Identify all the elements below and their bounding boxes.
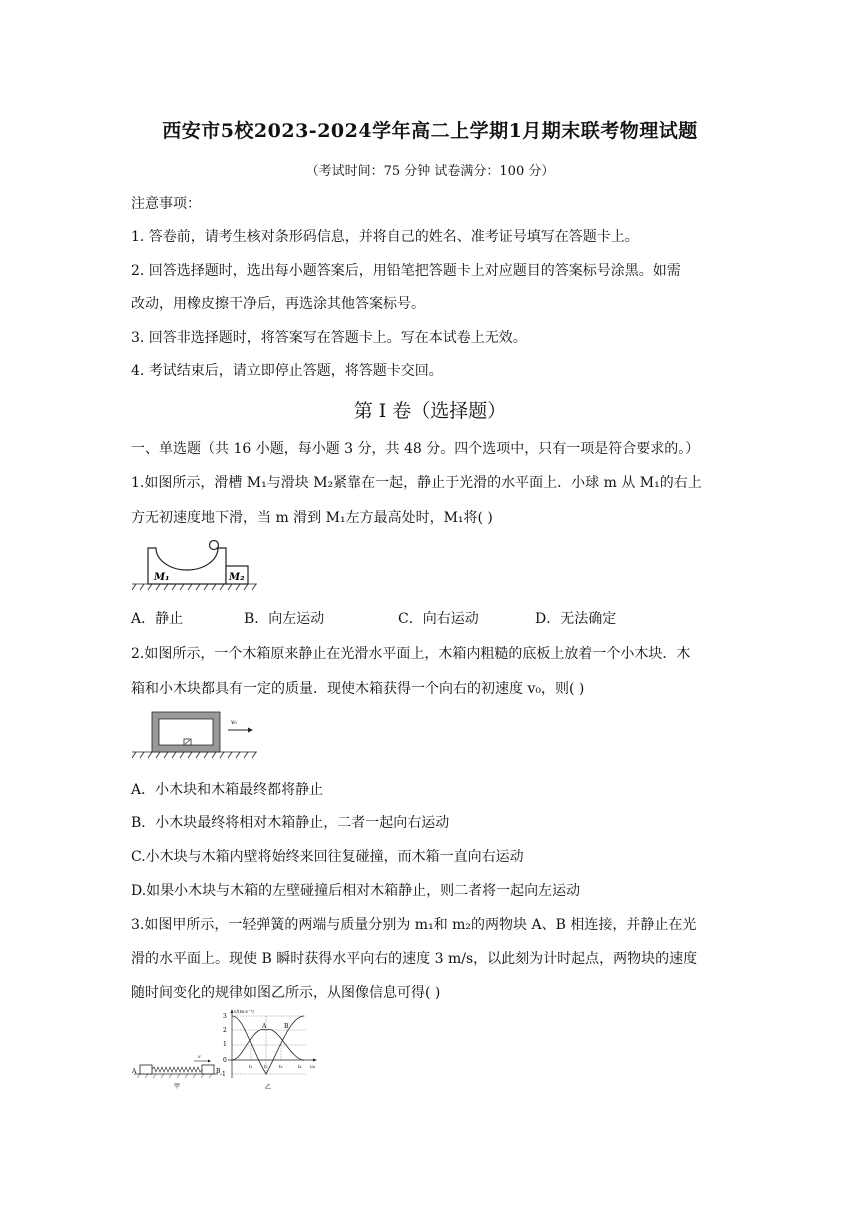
x-axis-label: t/s <box>310 1064 316 1069</box>
caption-yi: 乙 <box>265 1084 272 1091</box>
x-tick-t2: t₂ <box>264 1065 268 1070</box>
ball-m <box>210 541 219 550</box>
x-tick-t1: t₁ <box>249 1065 253 1070</box>
y-tick-0: 0 <box>223 1057 227 1064</box>
caption-jia: 甲 <box>174 1083 181 1090</box>
q2-option-b[interactable]: B．小木块最终将相对木箱静止，二者一起向右运动 <box>131 815 450 831</box>
page-title: 西安市5校2023-2024学年高二上学期1月期末联考物理试题 <box>162 120 698 142</box>
guide-lines <box>232 1016 306 1074</box>
q1-stem-line1: 1.如图所示，滑槽 M₁与滑块 M₂紧靠在一起，静止于光滑的水平面上．小球 m 从 M₁的右上 <box>131 475 702 491</box>
label-v0: v₀ <box>231 719 237 726</box>
q2-option-c[interactable]: C.小木块与木箱内壁将始终来回往复碰撞，而木箱一直向右运动 <box>131 849 524 865</box>
notice-heading: 注意事项： <box>131 196 201 212</box>
notice-item-3: 3. 回答非选择题时，将答案写在答题卡上。写在本试卷上无效。 <box>131 330 527 346</box>
x-tick-t4: t₄ <box>298 1065 302 1070</box>
ground-hatching <box>132 752 257 758</box>
block-a <box>140 1065 152 1074</box>
notice-item-2-cont: 改动，用橡皮擦干净后，再选涂其他答案标号。 <box>131 296 425 312</box>
notice-item-2: 2. 回答选择题时，选出每小题答案后，用铅笔把答题卡上对应题目的答案标号涂黑。如需 <box>131 263 681 279</box>
q3-stem-line1: 3.如图甲所示，一轻弹簧的两端与质量分别为 m₁和 m₂的两物块 A、B 相连接，并静止在光 <box>131 917 697 933</box>
y-tick-3: 3 <box>223 1013 227 1020</box>
q3-stem-line3: 随时间变化的规律如图乙所示，从图像信息可得( ) <box>131 985 441 1001</box>
q1-figure <box>132 538 264 592</box>
q1-option-c[interactable]: C．向右运动 <box>398 611 479 627</box>
q2-figure <box>132 708 262 760</box>
q1-option-a[interactable]: A．静止 <box>131 611 184 627</box>
q1-option-b[interactable]: B．向左运动 <box>244 611 325 627</box>
q1-option-d[interactable]: D．无法确定 <box>535 611 617 627</box>
exam-info: （考试时间：75 分钟 试卷满分：100 分） <box>305 164 555 179</box>
label-a: A <box>132 1068 137 1075</box>
q3-figure-jia <box>130 1050 222 1096</box>
spring <box>152 1067 202 1072</box>
q2-stem-line1: 2.如图所示，一个木箱原来静止在光滑水平面上，木箱内粗糙的底板上放着一个小木块．木 <box>131 646 691 662</box>
q3-stem-line2: 滑的水平面上。现使 B 瞬时获得水平向右的速度 3 m/s，以此刻为计时起点，两物块的速度 <box>131 951 698 967</box>
q3-figure-yi <box>218 1008 322 1094</box>
y-tick-2: 2 <box>223 1027 227 1034</box>
label-v: v <box>198 1055 201 1060</box>
ground-hatching <box>132 584 257 590</box>
y-tick-neg1: -1 <box>220 1071 226 1078</box>
label-m2: M₂ <box>229 572 245 583</box>
q2-option-d[interactable]: D.如果小木块与木箱的左壁碰撞后相对木箱静止，则二者将一起向左运动 <box>131 883 581 899</box>
label-b: B <box>216 1068 221 1075</box>
wooden-box <box>152 712 220 752</box>
x-tick-t3: t₃ <box>279 1065 283 1070</box>
label-m1: M₁ <box>154 572 170 583</box>
curve-a <box>232 1029 304 1060</box>
section-title: 第 I 卷（选择题） <box>353 400 507 422</box>
curve-label-b: B <box>284 1023 289 1030</box>
q2-stem-line2: 箱和小木块都具有一定的质量．现使木箱获得一个向右的初速度 v₀，则( ) <box>131 681 585 697</box>
section-intro: 一、单选题（共 16 小题，每小题 3 分，共 48 分。四个选项中，只有一项是符合要求的。） <box>131 441 700 457</box>
y-axis-label: v/(m·s⁻¹) <box>234 1010 254 1015</box>
q2-option-a[interactable]: A．小木块和木箱最终都将静止 <box>131 782 324 798</box>
notice-item-1: 1. 答卷前，请考生核对条形码信息，并将自己的姓名、准考证号填写在答题卡上。 <box>131 229 639 245</box>
y-tick-1: 1 <box>223 1041 227 1048</box>
notice-item-4: 4. 考试结束后，请立即停止答题，将答题卡交回。 <box>131 363 443 379</box>
q1-stem-line2: 方无初速度地下滑，当 m 滑到 M₁左方最高处时，M₁将( ) <box>131 510 493 526</box>
curve-label-a: A <box>262 1023 267 1030</box>
block-b <box>202 1065 214 1074</box>
